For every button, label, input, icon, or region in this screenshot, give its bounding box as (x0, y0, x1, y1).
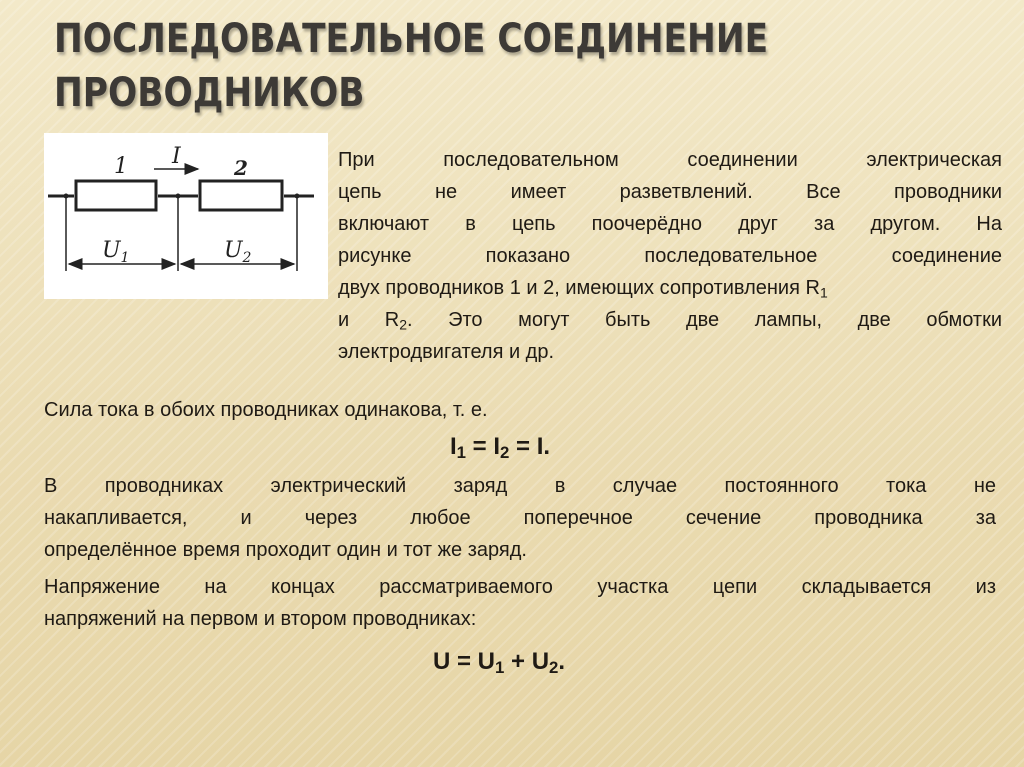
voltage-1-label: $U_1$ (102, 238, 130, 266)
voltage-paragraph (44, 571, 996, 635)
current-statement (44, 394, 996, 426)
subscript: 2 (500, 443, 510, 463)
intro-line-text: двух проводников 1 и 2, имеющих сопротивления R (338, 277, 820, 299)
current-text: Сила тока в обоих проводниках одинакова, т. е. (44, 399, 488, 421)
resistor-2 (200, 181, 282, 210)
voltage-line: напряжений на первом и втором проводниках: (44, 608, 477, 630)
subscript: 2 (399, 316, 407, 333)
junction-right (295, 194, 300, 199)
intro-line (338, 272, 1002, 304)
intro-line: электродвигателя и др. (338, 341, 555, 363)
junction-left (64, 194, 69, 199)
intro-line: рисунке показано последовательное соединение (338, 245, 1002, 267)
formula-part: + U (504, 648, 550, 675)
formula-part: U = U (433, 648, 496, 675)
intro-line-text: и R (338, 309, 400, 331)
intro-line: цепь не имеет разветвлений. Все проводники (338, 181, 1002, 203)
charge-line: накапливается, и через любое поперечное сечение проводника за (44, 507, 996, 529)
current-label: I (172, 144, 181, 169)
intro-line-text: . Это могут быть две лампы, две обмотки (406, 309, 1002, 331)
intro-paragraph (338, 144, 1002, 368)
charge-paragraph (44, 470, 996, 566)
intro-line (338, 304, 1002, 336)
series-circuit-diagram (44, 133, 328, 299)
junction-mid (176, 194, 181, 199)
formula-part: . (558, 648, 566, 675)
voltage-2-label: $U_2$ (224, 238, 252, 266)
intro-line: При последовательном соединении электрическая (338, 149, 1002, 171)
subscript: 2 (549, 658, 559, 678)
formula-part: = I. (509, 433, 551, 460)
resistor-2-label: 2 (234, 156, 248, 180)
charge-line: определённое время проходит один и тот же заряд. (44, 539, 527, 561)
current-formula (450, 433, 550, 461)
charge-line: В проводниках электрический заряд в случае постоянного тока не (44, 475, 996, 497)
voltage-line: Напряжение на концах рассматриваемого участка цепи складывается из (44, 576, 996, 598)
slide-title-line-1: ПОСЛЕДОВАТЕЛЬНОЕ СОЕДИНЕНИЕ (54, 16, 769, 62)
formula-part: I (450, 433, 457, 460)
slide-title (54, 12, 828, 120)
circuit-svg (44, 133, 328, 299)
subscript: 1 (495, 658, 505, 678)
subscript: 1 (819, 284, 828, 301)
slide-title-line-2: ПРОВОДНИКОВ (54, 70, 365, 116)
resistor-1-label: 1 (114, 154, 128, 179)
subscript: 1 (456, 443, 467, 463)
intro-line: включают в цепь поочерёдно друг за другом. На (338, 213, 1002, 235)
resistor-1 (76, 181, 156, 210)
voltage-formula (433, 648, 565, 676)
formula-part: = I (466, 433, 501, 460)
